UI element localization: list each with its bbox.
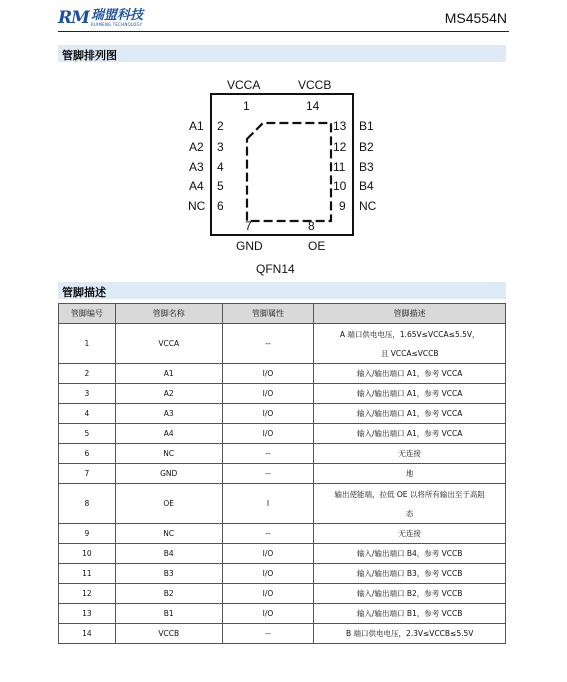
pin-number-cell: 7 <box>59 464 116 484</box>
pin-label-a2: A2 <box>189 140 204 154</box>
pin-desc-cell: 输入/输出端口 B3，参考 VCCB <box>314 564 506 584</box>
pin-number-12: 12 <box>333 140 347 154</box>
pin-number-cell: 5 <box>59 424 116 444</box>
pin-number-5: 5 <box>217 179 224 193</box>
pin-desc-line: 且 VCCA≤VCCB <box>380 348 439 358</box>
table-row <box>59 404 506 424</box>
table-row <box>59 464 506 484</box>
pin-number-cell: 10 <box>59 544 116 564</box>
table-row <box>59 424 506 444</box>
pin-desc-line: 态 <box>405 508 414 518</box>
table-header-row <box>59 304 506 324</box>
pin-label-a1: A1 <box>189 119 204 133</box>
pin-description-table <box>58 303 506 644</box>
pin-name-cell: B3 <box>115 564 222 584</box>
pin-desc-cell: 输入/输出端口 A1，参考 VCCA <box>314 424 506 444</box>
pin-desc-cell: 输入/输出端口 A1，参考 VCCA <box>314 404 506 424</box>
pin-number-cell: 1 <box>59 324 116 364</box>
package-name: QFN14 <box>256 262 295 276</box>
logo-text <box>91 9 143 27</box>
pin-number-cell: 2 <box>59 364 116 384</box>
pin-attr-cell: I <box>222 484 314 524</box>
pin-label-vccb: VCCB <box>298 78 332 92</box>
pin-number-11: 11 <box>333 160 346 174</box>
pin-number-13: 13 <box>333 119 347 133</box>
pin-number-cell: 6 <box>59 444 116 464</box>
pin-number-3: 3 <box>217 140 224 154</box>
description-section-title: 管脚描述 <box>62 286 106 299</box>
pin-name-cell: A4 <box>115 424 222 444</box>
pin-number-cell: 11 <box>59 564 116 584</box>
pin-number-cell: 9 <box>59 524 116 544</box>
description-section-bar <box>58 282 506 299</box>
table-row <box>59 604 506 624</box>
pin-number-2: 2 <box>217 119 224 133</box>
table-row <box>59 484 506 524</box>
logo-english-name: RUIMENG TECHNOLOGY <box>90 22 143 27</box>
company-logo <box>58 8 143 28</box>
pin-attr-cell: I/O <box>222 364 314 384</box>
pin-name-cell: GND <box>115 464 222 484</box>
pin-attr-cell: I/O <box>222 384 314 404</box>
pin-desc-line: A 端口供电电压，1.65V≤VCCA≤5.5V， <box>339 329 480 339</box>
pin-attr-cell: -- <box>222 444 314 464</box>
pin-name-cell: A1 <box>115 364 222 384</box>
exposed-pad-outline <box>247 123 331 221</box>
pin-attr-cell: I/O <box>222 564 314 584</box>
pin-desc-cell: 输入/输出端口 B1，参考 VCCB <box>314 604 506 624</box>
pin-desc-cell: 输入/输出端口 A1，参考 VCCA <box>314 384 506 404</box>
table-row <box>59 324 506 364</box>
pin-attr-cell: I/O <box>222 404 314 424</box>
table-row <box>59 364 506 384</box>
pin-desc-cell: B 端口供电电压，2.3V≤VCCB≤5.5V <box>314 624 506 644</box>
pin-label-nc-left: NC <box>188 199 206 213</box>
pin-label-a3: A3 <box>189 160 204 174</box>
pin-number-cell: 8 <box>59 484 116 524</box>
header-pin-name: 管脚名称 <box>115 304 222 324</box>
pin-number-1: 1 <box>243 99 250 113</box>
pin-number-10: 10 <box>333 179 347 193</box>
pin-label-vcca: VCCA <box>227 78 261 92</box>
pin-label-gnd: GND <box>236 239 263 253</box>
table-row <box>59 584 506 604</box>
pin-number-9: 9 <box>339 199 346 213</box>
pinout-section-title: 管脚排列图 <box>62 49 117 62</box>
pin-label-b4: B4 <box>359 179 374 193</box>
table-row <box>59 564 506 584</box>
pin-desc-cell <box>314 484 506 524</box>
pin-name-cell: VCCA <box>115 324 222 364</box>
pin-name-cell: A2 <box>115 384 222 404</box>
pin-desc-cell: 输入/输出端口 B2，参考 VCCB <box>314 584 506 604</box>
pin-attr-cell: -- <box>222 324 314 364</box>
pin-desc-line: 输出使能端，拉低 OE 以将所有输出至于高阻 <box>334 489 485 499</box>
pin-desc-cell: 输入/输出端口 A1，参考 VCCA <box>314 364 506 384</box>
pin-attr-cell: -- <box>222 464 314 484</box>
pin-number-8: 8 <box>308 219 315 233</box>
pin-label-a4: A4 <box>189 179 204 193</box>
pin-name-cell: B2 <box>115 584 222 604</box>
pin-number-7: 7 <box>245 219 252 233</box>
header-pin-description: 管脚描述 <box>314 304 506 324</box>
table-row <box>59 384 506 404</box>
pin-desc-cell: 输入/输出端口 B4，参考 VCCB <box>314 544 506 564</box>
pin-number-cell: 3 <box>59 384 116 404</box>
pin-attr-cell: I/O <box>222 544 314 564</box>
logo-chinese-name: 瑞盟科技 <box>90 8 143 23</box>
pin-attr-cell: -- <box>222 624 314 644</box>
pin-name-cell: B1 <box>115 604 222 624</box>
pin-label-b1: B1 <box>359 119 374 133</box>
pin-label-nc-right: NC <box>359 199 377 213</box>
pin-name-cell: A3 <box>115 404 222 424</box>
pin-name-cell: NC <box>115 524 222 544</box>
header-rule <box>58 31 509 32</box>
pin-number-6: 6 <box>217 199 224 213</box>
table-row <box>59 444 506 464</box>
table-row <box>59 624 506 644</box>
header-pin-number: 管脚编号 <box>59 304 116 324</box>
pin-attr-cell: I/O <box>222 424 314 444</box>
pin-name-cell: B4 <box>115 544 222 564</box>
part-number: MS4554N <box>444 10 507 26</box>
pin-label-oe: OE <box>308 239 326 253</box>
pin-number-cell: 12 <box>59 584 116 604</box>
pin-number-cell: 13 <box>59 604 116 624</box>
package-outline <box>211 94 353 235</box>
pin-desc-cell: 无连接 <box>314 444 506 464</box>
pin-name-cell: NC <box>115 444 222 464</box>
header-pin-attribute: 管脚属性 <box>222 304 314 324</box>
table-row <box>59 544 506 564</box>
pin-name-cell: OE <box>115 484 222 524</box>
pin-desc-cell <box>314 324 506 364</box>
logo-mark: RM <box>58 8 89 28</box>
pin-desc-cell: 无连接 <box>314 524 506 544</box>
qfn14-package-diagram <box>0 0 567 290</box>
pin-number-cell: 14 <box>59 624 116 644</box>
pin-desc-cell: 地 <box>314 464 506 484</box>
pin-label-b2: B2 <box>359 140 374 154</box>
pin-label-b3: B3 <box>359 160 374 174</box>
pin-number-4: 4 <box>217 160 224 174</box>
pin-attr-cell: -- <box>222 524 314 544</box>
pin-name-cell: VCCB <box>115 624 222 644</box>
pin-attr-cell: I/O <box>222 584 314 604</box>
pin-number-cell: 4 <box>59 404 116 424</box>
pin-number-14: 14 <box>306 99 320 113</box>
table-row <box>59 524 506 544</box>
pin-attr-cell: I/O <box>222 604 314 624</box>
pinout-section-bar <box>58 45 506 62</box>
